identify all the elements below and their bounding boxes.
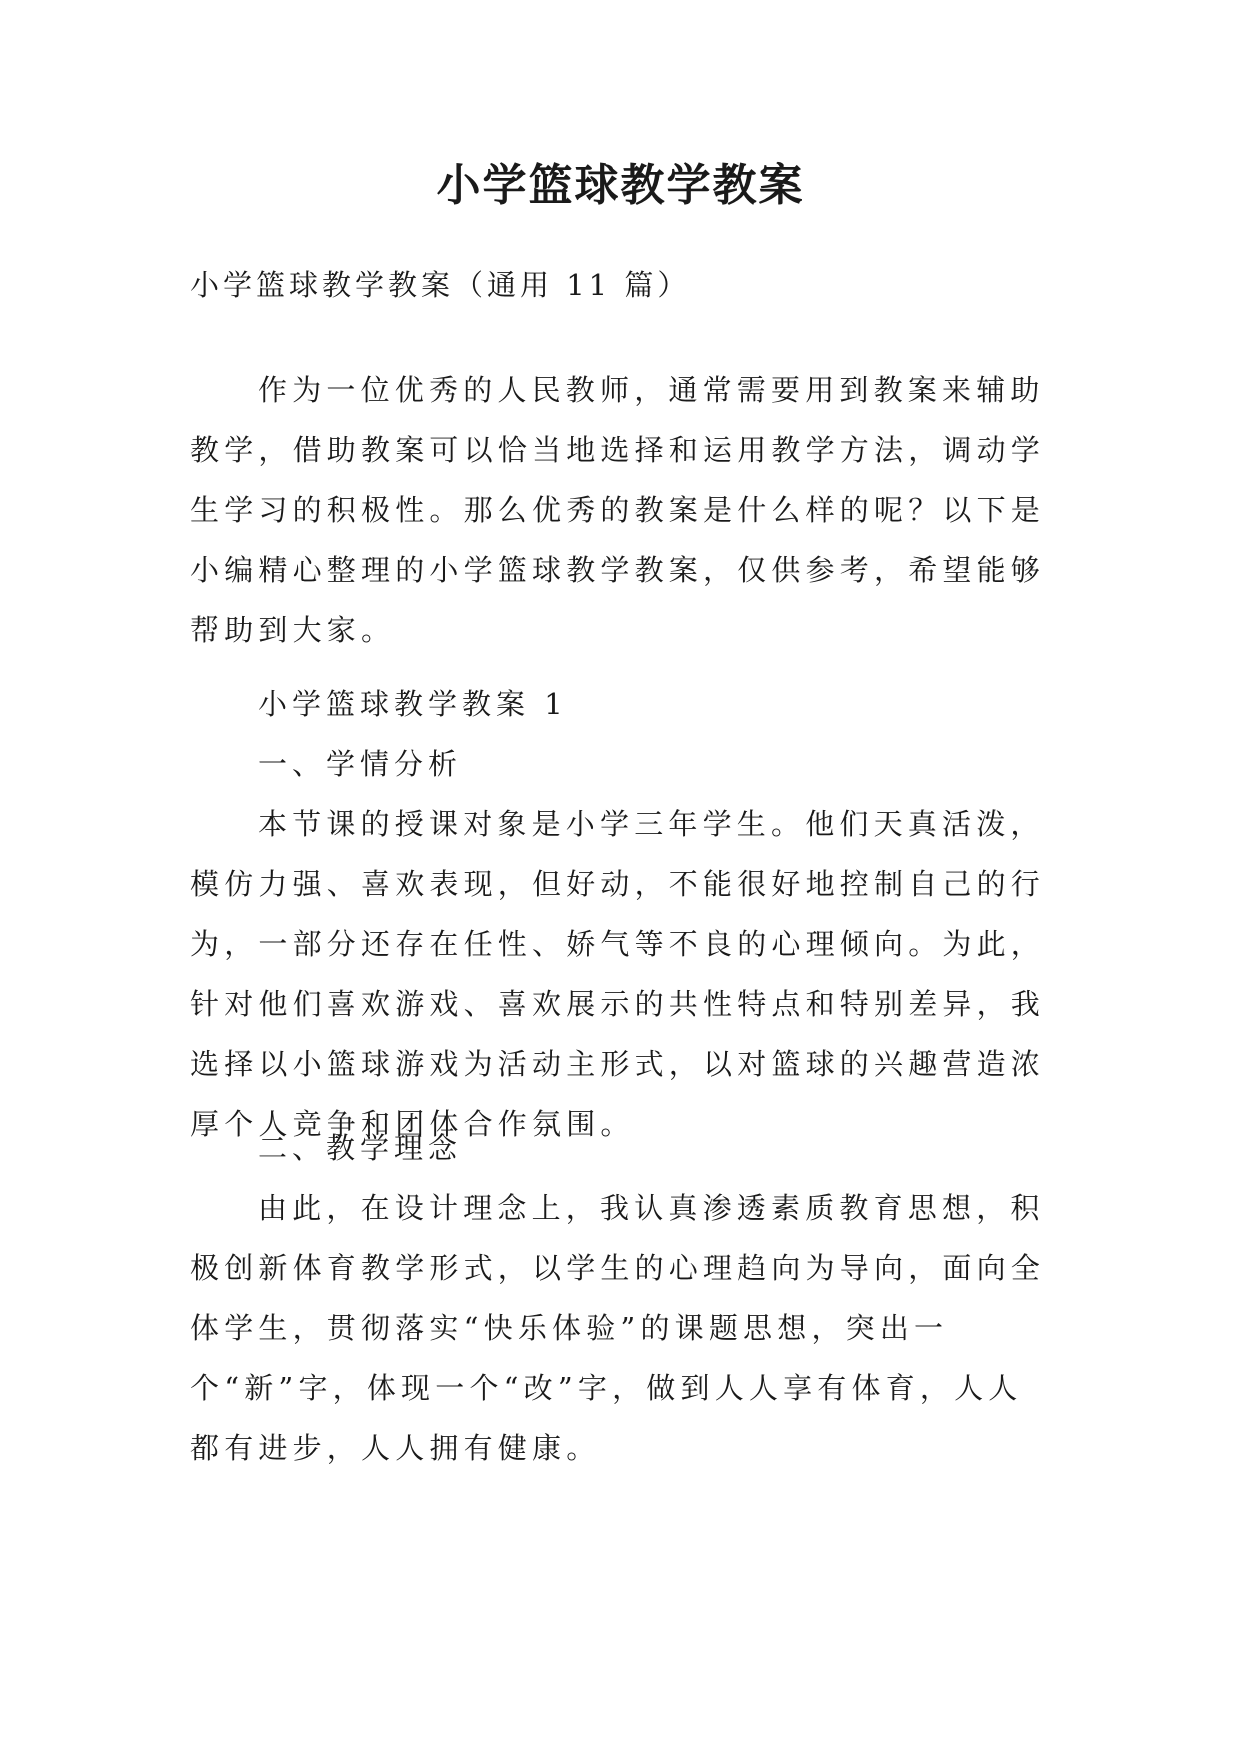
section-title: 小学篮球教学教案 1 <box>258 687 568 721</box>
analysis-paragraph: 本节课的授课对象是小学三年学生。他们天真活泼，模仿力强、喜欢表现，但好动，不能很好地控制自己的行为，一部分还存在任性、娇气等不良的心理倾向。为此，针对他们喜欢游戏、喜欢展示的共性特点和特别差异，我选择以小篮球游戏为活动主形式，以对篮球的兴趣营造浓厚个人竞争和团体合作氛围。 <box>190 807 1046 1141</box>
document-subtitle: 小学篮球教学教案（通用 11 篇） <box>190 268 691 302</box>
philosophy-paragraph: 由此，在设计理念上，我认真渗透素质教育思想，积极创新体育教学形式，以学生的心理趋向为导向，面向全体学生，贯彻落实“快乐体验”的课题思想，突出一个“新”字，体现一个“改”字，做到人人享有体育，人人都有进步，人人拥有健康。 <box>190 1191 1046 1465</box>
document-title: 小学篮球教学教案 <box>436 160 805 211</box>
heading-analysis: 一、学情分析 <box>258 747 463 781</box>
intro-paragraph: 作为一位优秀的人民教师，通常需要用到教案来辅助教学，借助教案可以恰当地选择和运用教学方法，调动学生学习的积极性。那么优秀的教案是什么样的呢？以下是小编精心整理的小学篮球教学教案，仅供参考，希望能够帮助到大家。 <box>190 373 1046 647</box>
heading-philosophy: 二、教学理念 <box>258 1131 463 1165</box>
